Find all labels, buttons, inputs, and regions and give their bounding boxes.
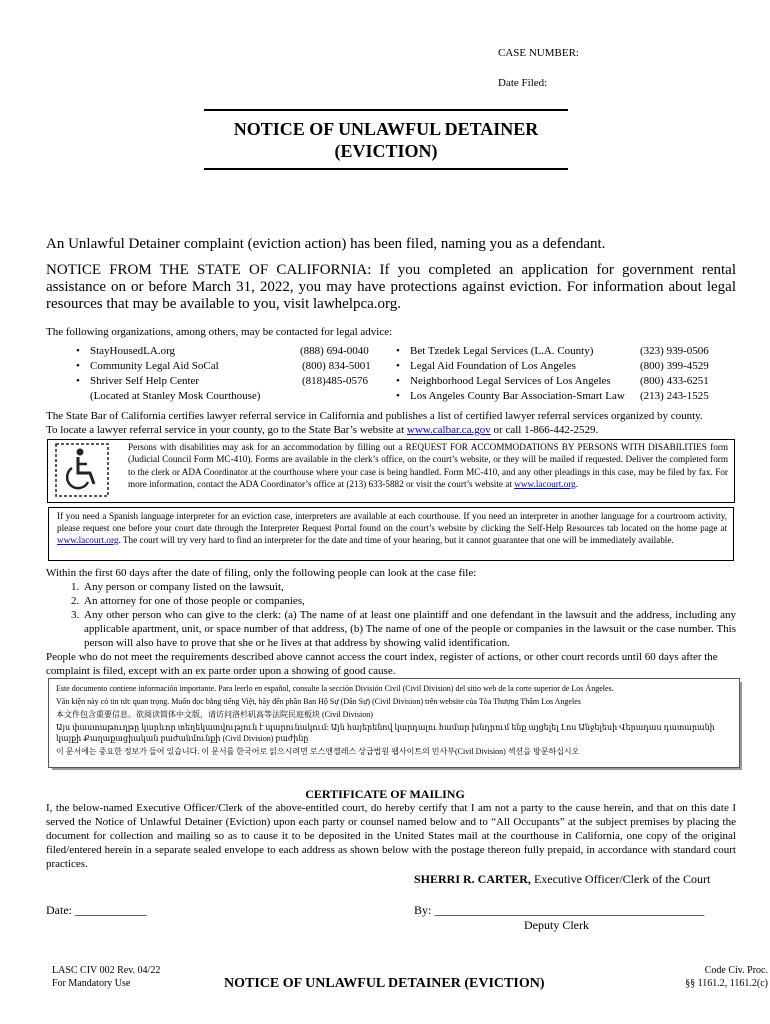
lacourt-link[interactable]: www.lacourt.org xyxy=(57,535,119,545)
certificate-title: CERTIFICATE OF MAILING xyxy=(305,787,465,801)
org-item xyxy=(394,359,734,374)
code-line-1: Code Civ. Proc. xyxy=(704,965,768,976)
footer-code xyxy=(640,964,768,990)
org-phone: (323) 939-0506 xyxy=(640,345,709,357)
lacourt-link[interactable]: www.lacourt.org xyxy=(514,478,576,489)
org-phone: (213) 243-1525 xyxy=(640,390,709,402)
state-bar-text: To locate a lawyer referral service in your county, go to the State Bar’s website at xyxy=(46,424,407,436)
org-name: Legal Aid Foundation of Los Angeles xyxy=(410,360,576,372)
org-phone: (800) 834-5001 xyxy=(302,360,371,372)
state-bar-line-2 xyxy=(46,423,746,437)
language-spanish: Este documento contiene información importante. Para leerlo en español, consulte la sección División Civil (Civil Division) del sitio web de la corte superior de Los Ángeles. xyxy=(56,684,614,693)
interpreter-text-end: . The court will try very hard to find an interpreter for the date and time of your hearing, but it cannot guarantee that one will be immediately available. xyxy=(118,535,674,545)
access-item: 2. An attorney for one of those people or companies, xyxy=(82,594,736,608)
language-vietnamese: Văn kiện này có tin tức quan trọng. Muốn đọc bằng tiếng Việt, hãy đến phần Ban Hộ Sự (Dân Sự) (Civil Division) trên website của Tòa Thượng Thẩm Los Angeles xyxy=(56,697,581,706)
access-item: 1. Any person or company listed on the lawsuit, xyxy=(82,580,736,594)
org-phone: (800) 399-4529 xyxy=(640,360,709,372)
case-file-access-section xyxy=(46,566,736,678)
state-bar-line-1: The State Bar of California certifies lawyer referral service in California and publishes a list of certified lawyer referral services organized by county. xyxy=(46,410,703,422)
certificate-body: I, the below-named Executive Officer/Clerk of the above-entitled court, do hereby certify that I am not a party to the cause herein, and that on this date I served the Notice of Unlawful Detainer (Eviction) upon each party or counsel named below and to “All Occupants” at the subject premises by placing the document for collection and mailing so as to cause it to be deposited in the United States mail at the courthouse in California, one copy of the original filed/entered herein in a separate sealed envelope to each address as shown below with the postage thereon fully prepaid, in accordance with standard court practices. xyxy=(46,802,736,870)
org-item xyxy=(394,389,734,404)
interpreter-text: If you need a Spanish language interpreter for an eviction case, interpreters are available at each courthouse. If you need an interpreter in another language for a courtroom activity, please request one before your court date through the Interpreter Request Portal found on the court’s website by clicking the Self-Help Resources tab located on the home page at xyxy=(57,511,727,533)
access-outro: People who do not meet the requirements described above cannot access the court index, register of actions, or other court records until 60 days after the complaint is filed, except with an ex parte order upon a showing of good cause. xyxy=(46,651,718,677)
code-line-2: §§ 1161.2, 1161.2(c) xyxy=(685,978,768,989)
orgs-left-list xyxy=(74,344,384,404)
org-item xyxy=(74,374,384,389)
org-name: Bet Tzedek Legal Services (L.A. County) xyxy=(410,345,594,357)
wheelchair-accessibility-icon xyxy=(50,442,114,498)
calbar-link[interactable]: www.calbar.ca.gov xyxy=(406,424,491,436)
state-bar-paragraph xyxy=(46,409,746,437)
org-phone: (800) 433-6251 xyxy=(640,375,709,387)
org-item xyxy=(74,344,384,359)
org-item xyxy=(394,374,734,389)
title-line-2: (EVICTION) xyxy=(334,141,438,161)
access-intro: Within the first 60 days after the date of filing, only the following people can look at the case file: xyxy=(46,567,477,579)
signer-name: SHERRI R. CARTER, xyxy=(414,872,531,886)
org-phone: (818)485-0576 xyxy=(302,375,368,387)
footer-title: NOTICE OF UNLAWFUL DETAINER (EVICTION) xyxy=(224,976,545,991)
deputy-clerk-label: Deputy Clerk xyxy=(524,918,589,932)
case-number-label: CASE NUMBER: xyxy=(498,47,579,59)
state-notice-paragraph: NOTICE FROM THE STATE OF CALIFORNIA: If you completed an application for government rental assistance on or before March 31, 2022, you may have protections against eviction. For information about legal resources that may be available to you, visit lawhelpca.org. xyxy=(46,262,736,312)
language-korean: 이 문서에는 중요한 정보가 들어 있습니다. 이 문서를 한국어로 읽으시려면 로스앤젤레스 상급법원 웹사이트의 민사부(Civil Division) 섹션을 방문하십시오 xyxy=(56,747,580,756)
date-filed-label: Date Filed: xyxy=(498,77,548,89)
date-field[interactable]: Date: ____________ xyxy=(46,903,147,917)
access-item: 3. Any other person who can give to the clerk: (a) The name of at least one plaintiff and one defendant in the lawsuit and the address, including any applicable apartment, unit, or space number of that address, (b) The name of one of the people or companies in the lawsuit or the case number. This person will also have to prove that she or he lives at that address by showing valid identification. xyxy=(82,608,736,650)
interpreter-paragraph xyxy=(57,510,727,546)
language-notice-text xyxy=(56,683,732,759)
form-usage: For Mandatory Use xyxy=(52,978,131,989)
org-location-note: (Located at Stanley Mosk Courthouse) xyxy=(90,390,261,402)
ada-text: Persons with disabilities may ask for an accommodation by filling out a REQUEST FOR ACCOMMODATIONS BY PERSONS WITH DISABILITIES form (Judicial Council Form MC-410). Forms are available in the clerk’s office, on the court’s website, or they will be mailed if requested. Deliver the completed form to the clerk or ADA Coordinator at the courthouse where your case is being handled. Form MC-410, and any other pleadings in this case, may be filed by fax. For more information, contact the ADA Coordinator’s office at (213) 633-5882 or visit the court’s website at xyxy=(128,442,728,489)
ada-paragraph xyxy=(128,441,728,490)
signer-title: Executive Officer/Clerk of the Court xyxy=(530,872,711,886)
state-bar-text-end: or call 1-866-442-2529. xyxy=(490,424,599,436)
org-name: Los Angeles County Bar Association-Smart Law xyxy=(410,390,625,402)
org-name: StayHousedLA.org xyxy=(90,345,176,357)
org-name: Community Legal Aid SoCal xyxy=(90,360,219,372)
form-id: LASC CIV 002 Rev. 04/22 xyxy=(52,965,161,976)
org-item xyxy=(394,344,734,359)
org-name: Neighborhood Legal Services of Los Angeles xyxy=(410,375,611,387)
language-armenian: Այս փաստաթուղթը կարևոր տեղեկատվություն է պարունակում: Այն հայերենով կարդալու համար խնդրում ենք այցելել Լոս Անջելեսի Վերադաս դատարանի կայքի Քաղաքացիական բաժանմունքի (Civil Division) բաժինը xyxy=(56,723,715,743)
ada-text-end: . xyxy=(575,478,579,489)
language-chinese: 本文件包含重要信息。欲阅读简体中文版，请访问洛杉矶高等法院民庭板块 (Civil Division) xyxy=(56,710,373,719)
intro-paragraph: An Unlawful Detainer complaint (eviction action) has been filed, naming you as a defendant. xyxy=(46,236,606,252)
document-title xyxy=(204,109,568,170)
orgs-intro: The following organizations, among others, may be contacted for legal advice: xyxy=(46,326,393,338)
org-phone: (888) 694-0040 xyxy=(300,345,369,357)
footer-form-info xyxy=(52,964,160,990)
org-name: Shriver Self Help Center xyxy=(90,375,200,387)
signer xyxy=(414,872,710,887)
title-line-1: NOTICE OF UNLAWFUL DETAINER xyxy=(233,119,539,139)
orgs-right-list xyxy=(394,344,734,404)
signature-by-field[interactable]: By: _____________________________________________ xyxy=(414,903,705,917)
org-item xyxy=(74,359,384,374)
